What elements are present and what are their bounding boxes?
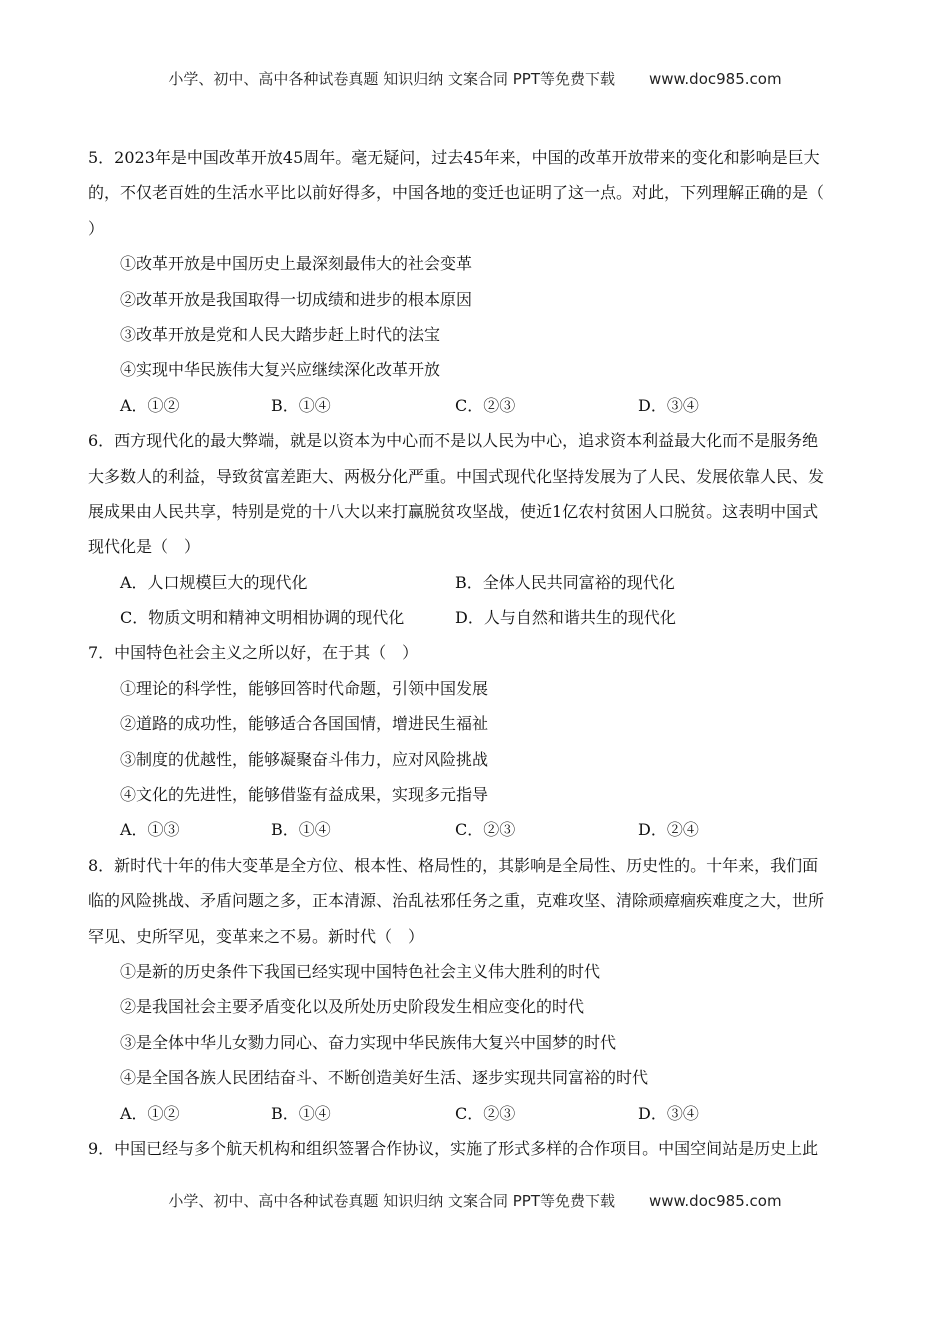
options-row xyxy=(88,600,868,635)
option: C．物质文明和精神文明相协调的现代化 xyxy=(120,608,405,628)
question-stem-line: 7．中国特色社会主义之所以好，在于其（ ） xyxy=(88,643,419,663)
option: C．②③ xyxy=(455,395,516,415)
option: C．②③ xyxy=(455,820,516,840)
question xyxy=(88,635,868,847)
document-body xyxy=(88,140,868,1166)
options-row xyxy=(88,388,868,423)
options-row xyxy=(88,812,868,847)
statement: ②改革开放是我国取得一切成绩和进步的根本原因 xyxy=(120,289,473,309)
question xyxy=(88,423,868,635)
statement: ④实现中华民族伟大复兴应继续深化改革开放 xyxy=(120,360,441,380)
option: A．①③ xyxy=(120,820,180,840)
options-row xyxy=(88,1096,868,1131)
question-stem-line: 临的风险挑战、矛盾问题之多，正本清源、治乱祛邪任务之重，克难攻坚、清除顽瘴痼疾难度之大，世所 xyxy=(88,891,825,911)
question-stem-line: 大多数人的利益，导致贫富差距大、两极分化严重。中国式现代化坚持发展为了人民、发展依靠人民、发 xyxy=(88,466,825,486)
statement: ③制度的优越性，能够凝聚奋斗伟力，应对风险挑战 xyxy=(120,749,489,769)
option: D．③④ xyxy=(638,395,699,415)
option: D．②④ xyxy=(638,820,699,840)
options-row xyxy=(88,565,868,600)
option: B．全体人民共同富裕的现代化 xyxy=(455,572,675,592)
statement: ②道路的成功性，能够适合各国国情，增进民生福祉 xyxy=(120,714,489,734)
question-stem-line: 9．中国已经与多个航天机构和组织签署合作协议，实施了形式多样的合作项目。中国空间站是历史上此 xyxy=(88,1138,819,1158)
option: D．③④ xyxy=(638,1103,699,1123)
question xyxy=(88,848,868,1131)
statement: ①理论的科学性，能够回答时代命题，引领中国发展 xyxy=(120,678,489,698)
statement: ④文化的先进性，能够借鉴有益成果，实现多元指导 xyxy=(120,785,489,805)
option: A．①② xyxy=(120,395,180,415)
statement: ②是我国社会主要矛盾变化以及所处历史阶段发生相应变化的时代 xyxy=(120,997,585,1017)
question-stem-line: 展成果由人民共享，特别是党的十八大以来打赢脱贫攻坚战，使近1亿农村贫困人口脱贫。这表明中国式 xyxy=(88,501,819,521)
question xyxy=(88,1131,868,1166)
option: B．①④ xyxy=(271,1103,331,1123)
question-stem-line: 8．新时代十年的伟大变革是全方位、根本性、格局性的，其影响是全局性、历史性的。十年来，我们面 xyxy=(88,855,819,875)
header-text: 小学、初中、高中各种试卷真题 知识归纳 文案合同 PPT等免费下载 xyxy=(168,70,615,88)
option: C．②③ xyxy=(455,1103,516,1123)
question-stem-line: 现代化是（ ） xyxy=(88,537,201,557)
question xyxy=(88,140,868,423)
option: B．①④ xyxy=(271,820,331,840)
question-stem-line: 的，不仅老百姓的生活水平比以前好得多，中国各地的变迁也证明了这一点。对此，下列理解正确的是（ xyxy=(88,183,825,203)
option: A．①② xyxy=(120,1103,180,1123)
statement: ①改革开放是中国历史上最深刻最伟大的社会变革 xyxy=(120,254,473,274)
statement: ④是全国各族人民团结奋斗、不断创造美好生活、逐步实现共同富裕的时代 xyxy=(120,1068,649,1088)
question-stem-line: 6．西方现代化的最大弊端，就是以资本为中心而不是以人民为中心，追求资本利益最大化而不是服务绝 xyxy=(88,431,819,451)
footer-text: 小学、初中、高中各种试卷真题 知识归纳 文案合同 PPT等免费下载 xyxy=(168,1192,615,1210)
statement: ③是全体中华儿女勠力同心、奋力实现中华民族伟大复兴中国梦的时代 xyxy=(120,1032,617,1052)
header-site: www.doc985.com xyxy=(648,70,782,88)
question-stem-line: 罕见、史所罕见，变革来之不易。新时代（ ） xyxy=(88,926,425,946)
statement: ①是新的历史条件下我国已经实现中国特色社会主义伟大胜利的时代 xyxy=(120,961,601,981)
option: A．人口规模巨大的现代化 xyxy=(120,572,308,592)
page-footer xyxy=(0,1190,950,1211)
statement: ③改革开放是党和人民大踏步赶上时代的法宝 xyxy=(120,324,441,344)
option: D．人与自然和谐共生的现代化 xyxy=(455,608,676,628)
question-stem-line: 5．2023年是中国改革开放45周年。毫无疑问，过去45年来，中国的改革开放带来的变化和影响是巨大 xyxy=(88,148,820,167)
page-header xyxy=(0,68,950,89)
footer-site: www.doc985.com xyxy=(648,1192,782,1210)
question-stem-line: ） xyxy=(88,218,105,238)
option: B．①④ xyxy=(271,395,331,415)
